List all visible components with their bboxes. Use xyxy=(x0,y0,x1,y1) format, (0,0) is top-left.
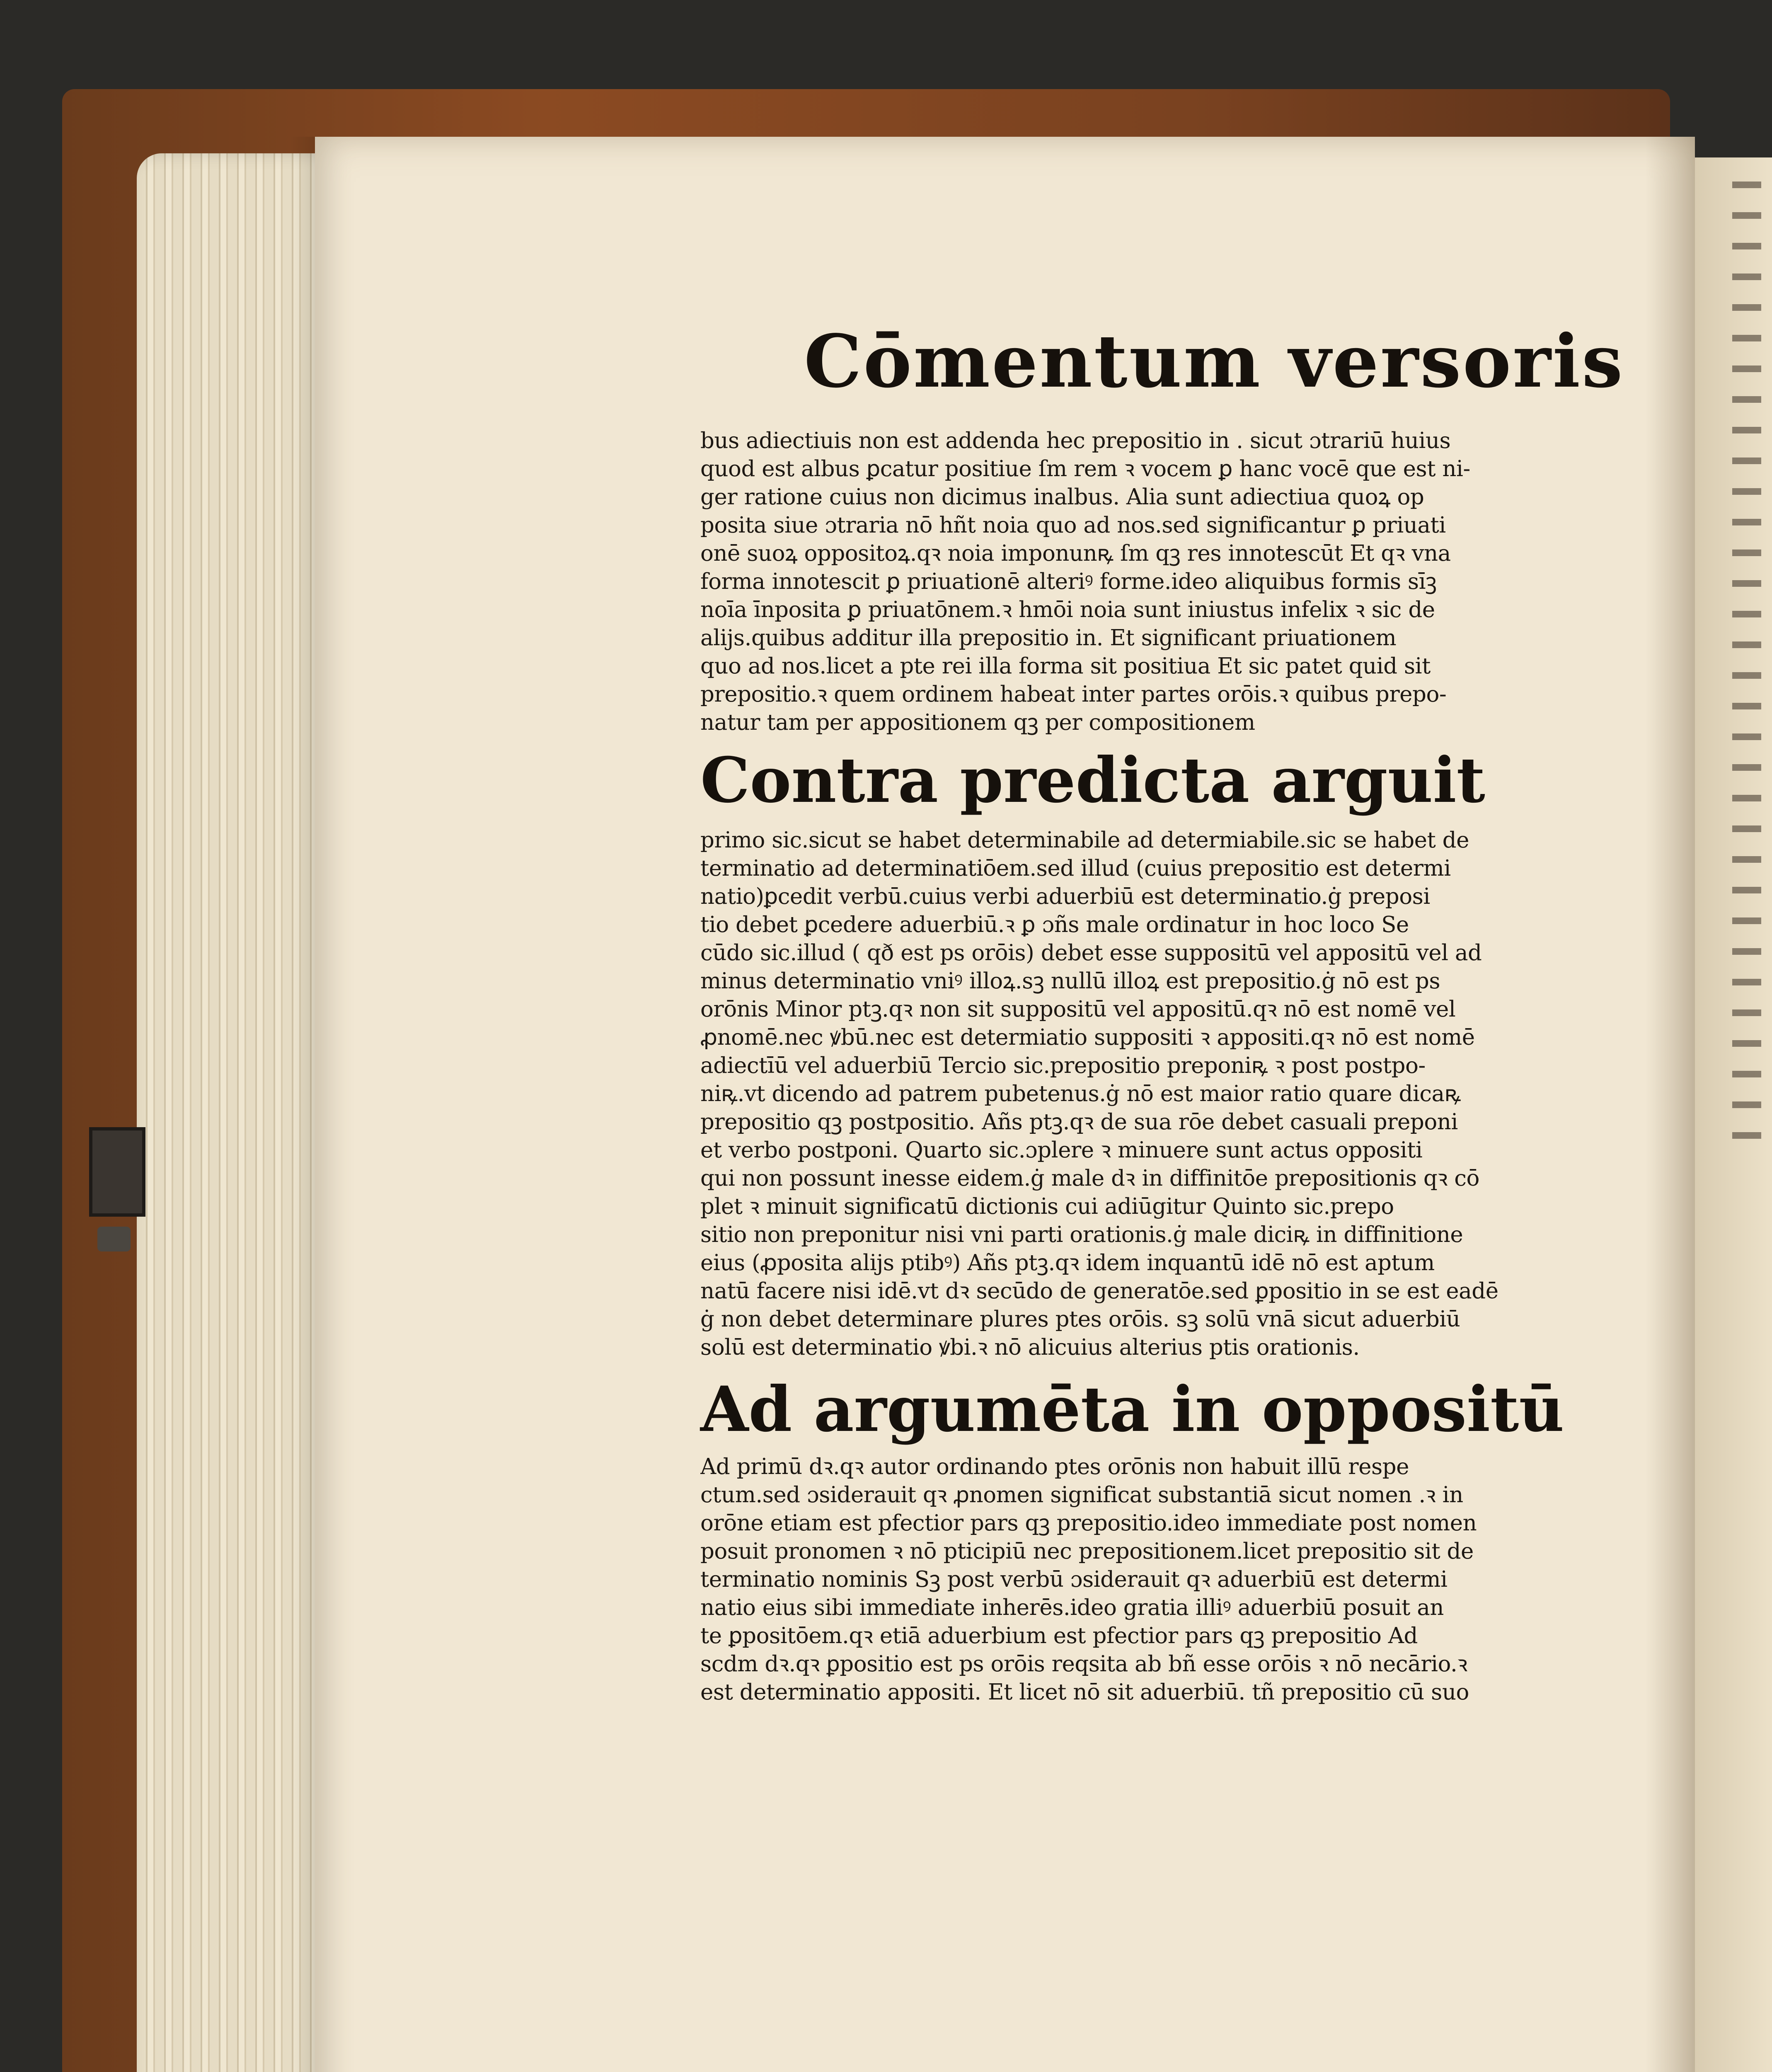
text-line: solū est determinatio ꝟbi.ꝛ nō alicuius alterius ptis orationis. xyxy=(700,1335,1360,1360)
text-line: natio eius sibi immediate inherēs.ideo gratia illiꝰ aduerbiū posuit an xyxy=(700,1595,1444,1620)
text-line: et verbo postponi. Quarto sic.ɔplere ꝛ minuere sunt actus oppositi xyxy=(700,1138,1423,1163)
text-line: alijs.quibus additur illa prepositio in. Et significant priuationem xyxy=(700,625,1397,651)
text-line: onē suoꝝ oppositoꝝ.qꝛ noia imponunꝶ ſm qꝫ res innotescūt Et qꝛ vna xyxy=(700,541,1451,566)
text-line: te ꝑpositōem.qꝛ etiā aduerbium est pfectior pars qꝫ prepositio Ad xyxy=(700,1623,1418,1648)
text-block xyxy=(700,427,1564,1706)
text-line: plet ꝛ minuit significatū dictionis cui adiūgitur Quinto sic.prepo xyxy=(700,1194,1394,1219)
text-line: niꝶ.vt dicendo ad patrem pubetenus.ġ nō est maior ratio quare dicaꝶ xyxy=(700,1081,1461,1106)
text-line: bus adiectiuis non est addenda hec prepositio in . sicut ɔtrariū huius xyxy=(700,428,1451,453)
text-line: ger ratione cuius non dicimus inalbus. Alia sunt adiectiua quoꝝ op xyxy=(700,484,1424,510)
text-line: quo ad nos.licet a pte rei illa forma sit positiua Et sic patet quid sit xyxy=(700,654,1431,679)
text-line: natio)ꝑcedit verbū.cuius verbi aduerbiū est determinatio.ġ preposi xyxy=(700,884,1430,909)
text-line: terminatio ad determinatiōem.sed illud (cuius prepositio est determi xyxy=(700,856,1451,881)
text-line: forma innotescit ꝑ priuationē alteriꝰ forme.ideo aliquibus formis sīꝫ xyxy=(700,569,1437,594)
text-line: orōne etiam est pfectior pars qꝫ prepositio.ideo immediate post nomen xyxy=(700,1510,1477,1536)
text-line: qui non possunt inesse eidem.ġ male dꝛ in diffinitōe prepositionis qꝛ cō xyxy=(700,1166,1479,1191)
heading-ad-argumenta xyxy=(700,1373,1564,1446)
text-line: primo sic.sicut se habet determinabile ad determiabile.sic se habet de xyxy=(700,828,1469,853)
text-line: prepositio.ꝛ quem ordinem habeat inter partes orōis.ꝛ quibus prepo- xyxy=(700,682,1447,707)
paragraph-3 xyxy=(700,1453,1550,1706)
text-line: natū facere nisi idē.vt dꝛ secūdo de generatōe.sed ꝑpositio in se est eadē xyxy=(700,1278,1498,1304)
text-line: ꝓnomē.nec ꝟbū.nec est determiatio suppositi ꝛ appositi.qꝛ nō est nomē xyxy=(700,1025,1475,1050)
facing-page-text-fragment xyxy=(1732,157,1770,1401)
text-line: orōnis Minor ptꝫ.qꝛ non sit suppositū vel appositū.qꝛ nō est nomē vel xyxy=(700,997,1456,1022)
text-line: terminatio nominis Sꝫ post verbū ɔsiderauit qꝛ aduerbiū est determi xyxy=(700,1567,1448,1592)
text-line: ġ non debet determinare plures ptes orōis. sꝫ solū vnā sicut aduerbiū xyxy=(700,1307,1460,1332)
text-line: est determinatio appositi. Et licet nō sit aduerbiū. tñ prepositio cū suo xyxy=(700,1680,1469,1705)
heading-ad-argumenta-text: Ad argumēta in oppositū xyxy=(700,1373,1564,1446)
text-line: noīa īnposita ꝑ priuatōnem.ꝛ hmōi noia sunt iniustus infelix ꝛ sic de xyxy=(700,597,1435,622)
text-line: adiectīū vel aduerbiū Tercio sic.prepositio preponiꝶ ꝛ post postpo- xyxy=(700,1053,1426,1078)
text-line: ctum.sed ɔsiderauit qꝛ ꝓnomen significat substantiā sicut nomen .ꝛ in xyxy=(700,1482,1463,1508)
text-line: prepositio qꝫ postpositio. Añs ptꝫ.qꝛ de sua rōe debet casuali preponi xyxy=(700,1109,1458,1135)
heading-contra xyxy=(700,744,1550,817)
text-line: minus determinatio vniꝰ illoꝝ.sꝫ nullū illoꝝ est prepositio.ġ nō est ps xyxy=(700,968,1440,994)
text-line: posita siue ɔtraria nō hñt noia quo ad nos.sed significantur ꝑ priuati xyxy=(700,513,1446,538)
text-line: posuit pronomen ꝛ nō pticipiū nec prepositionem.licet prepositio sit de xyxy=(700,1539,1474,1564)
text-line: eius (ꝓposita alijs ptibꝰ) Añs ptꝫ.qꝛ idem inquantū idē nō est aptum xyxy=(700,1250,1435,1276)
facing-page-edge xyxy=(1691,157,1772,2072)
heading-contra-text: Contra predicta arguit xyxy=(700,744,1485,817)
text-line: tio debet ꝑcedere aduerbiū.ꝛ ꝑ ɔñs male ordinatur in hoc loco Se xyxy=(700,912,1409,937)
text-line: natur tam per appositionem qꝫ per compositionem xyxy=(700,710,1255,735)
text-line: sitio non preponitur nisi vni parti orationis.ġ male diciꝶ in diffinitione xyxy=(700,1222,1463,1247)
text-line: quod est albus ꝑcatur positiue ſm rem ꝛ vocem ꝑ hanc vocē que est ni- xyxy=(700,456,1470,482)
clasp-pin-icon xyxy=(97,1227,131,1251)
text-line: cūdo sic.illud ( qð est ps orōis) debet esse suppositū vel appositū vel ad xyxy=(700,940,1482,966)
text-line: Ad primū dꝛ.qꝛ autor ordinando ptes orōnis non habuit illū respe xyxy=(700,1454,1409,1479)
paragraph-1 xyxy=(700,427,1550,737)
running-head: Cōmentum versoris xyxy=(804,319,1624,404)
clasp-icon xyxy=(89,1127,145,1217)
paragraph-2 xyxy=(700,826,1550,1362)
text-line: scdm dꝛ.qꝛ ꝑpositio est ps orōis reqsita ab bñ esse orōis ꝛ nō necārio.ꝛ xyxy=(700,1651,1467,1677)
